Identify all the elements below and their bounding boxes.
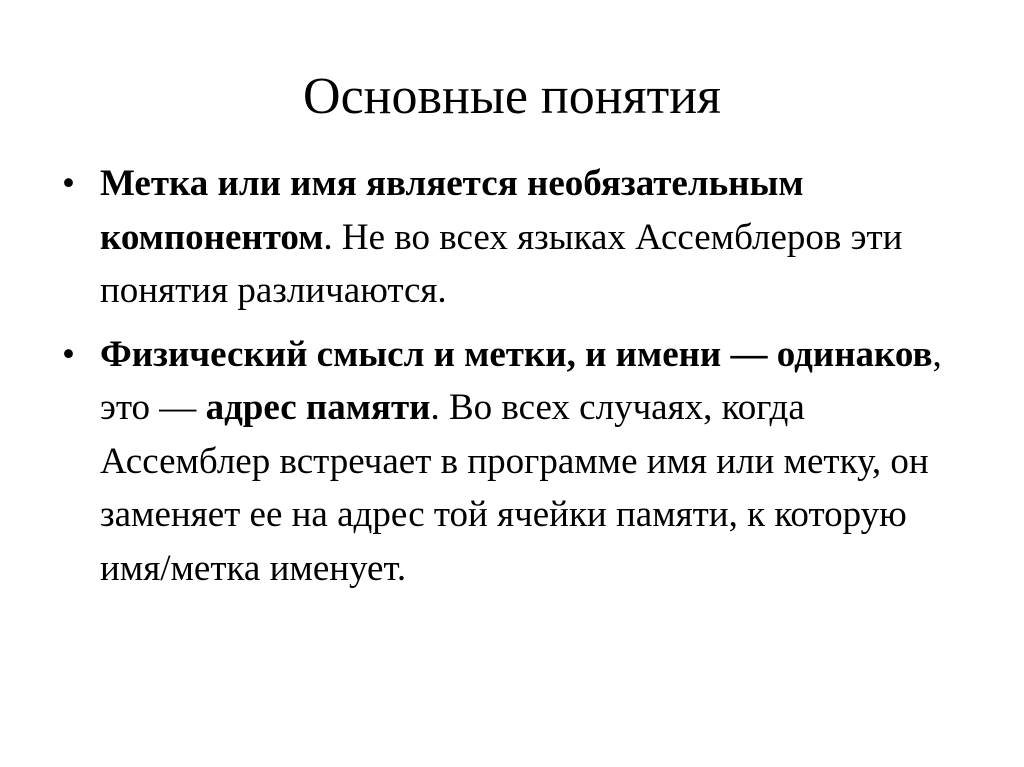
bullet-1-bold-term: Метка или имя является необязательным компонентом	[100, 163, 804, 258]
bullet-item-1	[62, 157, 972, 318]
slide-title: Основные понятия	[303, 68, 721, 125]
bullet-list	[62, 157, 972, 605]
bullet-2-bold-term: Физический смысл и метки, и имени — одинаков	[100, 333, 933, 375]
bullet-1-text: . Не во всех языках Ассемблеров эти понятия различаются.	[100, 216, 903, 311]
bullet-2-text-a: , это —	[100, 333, 942, 428]
bullet-2-text-b: . Во всех случаях, когда Ассемблер встречает в программе имя или метку, он заменяет ее на адрес той ячейки памяти, к которую имя/метка именует.	[100, 387, 929, 589]
bullet-item-2	[62, 328, 972, 596]
bullet-2-bold-address: адрес памяти	[205, 387, 431, 428]
bullet-icon: •	[62, 163, 75, 204]
bullet-icon: •	[62, 333, 75, 375]
